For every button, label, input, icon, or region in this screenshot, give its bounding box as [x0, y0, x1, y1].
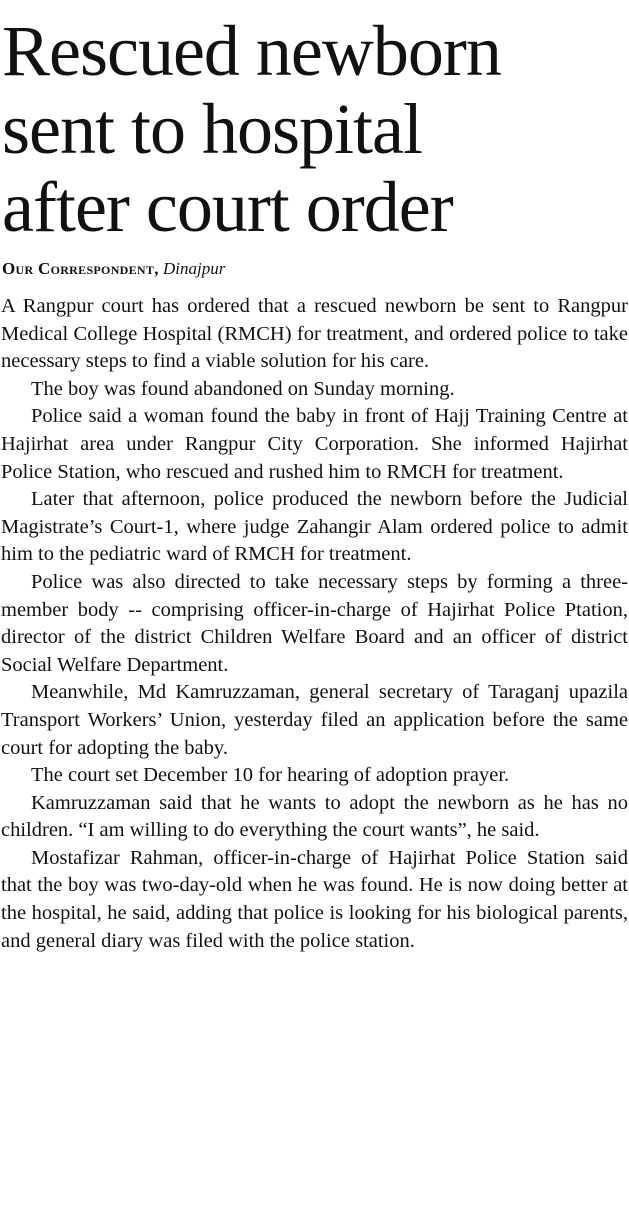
article-paragraph-2: The boy was found abandoned on Sunday morning. — [31, 377, 455, 400]
headline — [0, 0, 629, 246]
article-paragraph-7: The court set December 10 for hearing of adoption prayer. — [31, 764, 510, 787]
article-paragraph-4: Later that afternoon, police produced the newborn before the Judicial Magistrate’s Court-1, where judge Zahangir Alam ordered police to admit him to the pediatric ward of RMCH for treatment. — [1, 488, 628, 566]
article-paragraph-6: Meanwhile, Md Kamruzzaman, general secretary of Taraganj upazila Transport Workers’ Union, yesterday filed an application before the same court for adopting the baby. — [1, 681, 628, 759]
headline-line-2: sent to hospital — [2, 89, 422, 169]
article-body — [0, 293, 628, 955]
article-paragraph-5: Police was also directed to take necessary steps by forming a three-member body -- comprising officer-in-charge of Hajirhat Police Ptation, director of the district Children Welfare Board and an officer of district Social Welfare Department. — [1, 570, 628, 676]
article-paragraph-8: Kamruzzaman said that he wants to adopt the newborn as he has no children. “I am willing to do everything the court wants”, he said. — [1, 791, 628, 842]
article-paragraph-1: A Rangpur court has ordered that a rescued newborn be sent to Rangpur Medical College Hospital (RMCH) for treatment, and ordered police to take necessary steps to find a viable solution for his care. — [1, 295, 628, 373]
headline-line-1: Rescued newborn — [2, 11, 501, 91]
article-paragraph-9: Mostafizar Rahman, officer-in-charge of Hajirhat Police Station said that the boy was two-day-old when he was found. He is now doing better at the hospital, he said, adding that police is looking for his biological parents, and general diary was filed with the police station. — [1, 846, 628, 952]
byline-author: Our Correspondent, — [2, 259, 159, 278]
byline-place: Dinajpur — [163, 259, 226, 278]
headline-line-3: after court order — [2, 167, 453, 247]
byline — [2, 259, 629, 279]
article-paragraph-3: Police said a woman found the baby in front of Hajj Training Centre at Hajirhat area under Rangpur City Corporation. She informed Hajirhat Police Station, who rescued and rushed him to RMCH for treatment. — [1, 405, 628, 483]
